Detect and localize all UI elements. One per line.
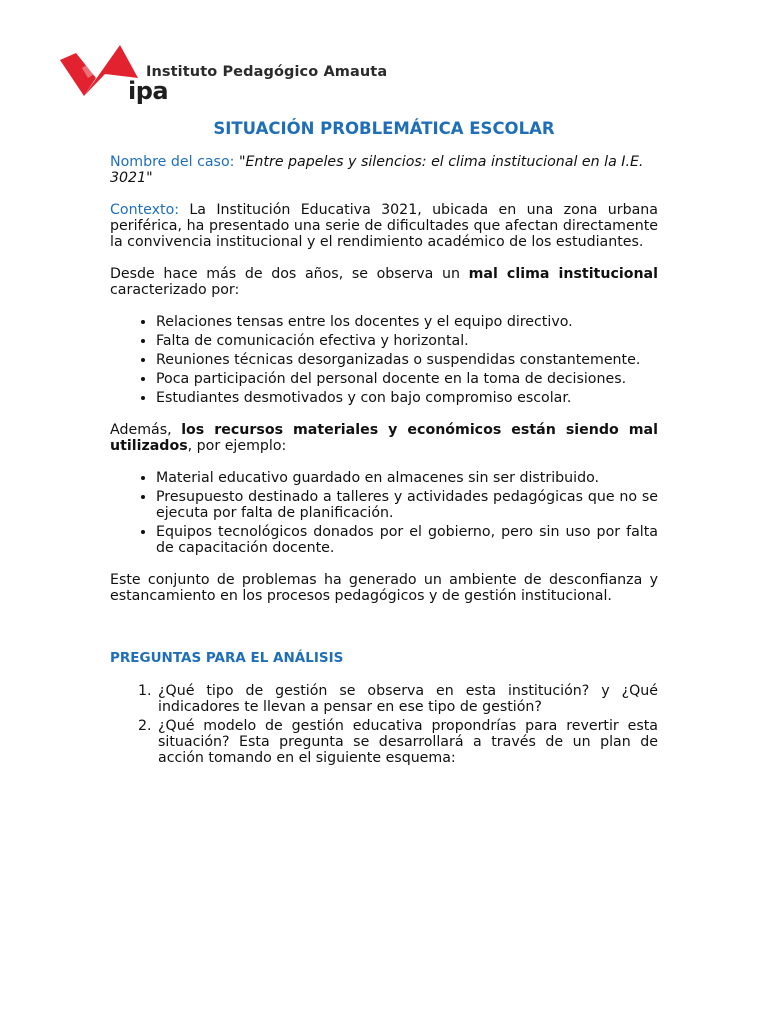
conclusion-paragraph: Este conjunto de problemas ha generado un ambiente de desconfianza y estancamiento en los procesos pedagógicos y de gestión institucional. (110, 572, 658, 604)
document-body (110, 154, 658, 782)
context-text: La Institución Educativa 3021, ubicada en una zona urbana periférica, ha presentado una serie de dificultades que afectan directamente la convivencia institucional y el rendimiento académico de los estudiantes. (110, 202, 658, 250)
questions-list (110, 683, 658, 766)
climate-text-end: caracterizado por: (110, 282, 240, 298)
resources-paragraph (110, 422, 658, 454)
questions-heading: PREGUNTAS PARA EL ANÁLISIS (110, 650, 344, 666)
context-label: Contexto: (110, 202, 180, 218)
resources-text-end: , por ejemplo: (187, 438, 287, 454)
case-name-paragraph (110, 154, 658, 186)
resources-text-start: Además, (110, 422, 182, 438)
climate-bold: mal clima institucional (468, 266, 658, 282)
list-item: • Material educativo guardado en almacenes sin ser distribuido. (156, 470, 658, 486)
context-paragraph (110, 202, 658, 250)
climate-text-start: Desde hace más de dos años, se observa un (110, 266, 469, 282)
institution-abbr: ipa (128, 77, 169, 105)
list-item: • Presupuesto destinado a talleres y actividades pedagógicas que no se ejecuta por falta de planificación. (156, 489, 658, 521)
institution-name: Instituto Pedagógico Amauta (146, 64, 388, 80)
climate-list (110, 314, 658, 406)
page-title: SITUACIÓN PROBLEMÁTICA ESCOLAR (213, 119, 555, 138)
case-label: Nombre del caso: (110, 154, 235, 170)
case-name: "Entre papeles y silencios: el clima institucional en la I.E. 3021" (110, 154, 644, 186)
list-item: • Falta de comunicación efectiva y horizontal. (156, 333, 658, 349)
list-item: • Equipos tecnológicos donados por el gobierno, pero sin uso por falta de capacitación docente. (156, 524, 658, 556)
resources-list (110, 470, 658, 556)
resources-bold: los recursos materiales y económicos están siendo mal utilizados (110, 422, 658, 454)
climate-paragraph (110, 266, 658, 298)
list-item: • Poca participación del personal docente en la toma de decisiones. (156, 371, 658, 387)
list-item: • Reuniones técnicas desorganizadas o suspendidas constantemente. (156, 352, 658, 368)
list-item: • Relaciones tensas entre los docentes y el equipo directivo. (156, 314, 658, 330)
list-item: • Estudiantes desmotivados y con bajo compromiso escolar. (156, 390, 658, 406)
question-item: 1. ¿Qué tipo de gestión se observa en esta institución? y ¿Qué indicadores te llevan a pensar en ese tipo de gestión? (156, 683, 658, 715)
question-item: 2. ¿Qué modelo de gestión educativa propondrías para revertir esta situación? Esta pregunta se desarrollará a través de un plan de acción tomando en el siguiente esquema: (156, 718, 658, 766)
institution-logo (60, 44, 390, 108)
